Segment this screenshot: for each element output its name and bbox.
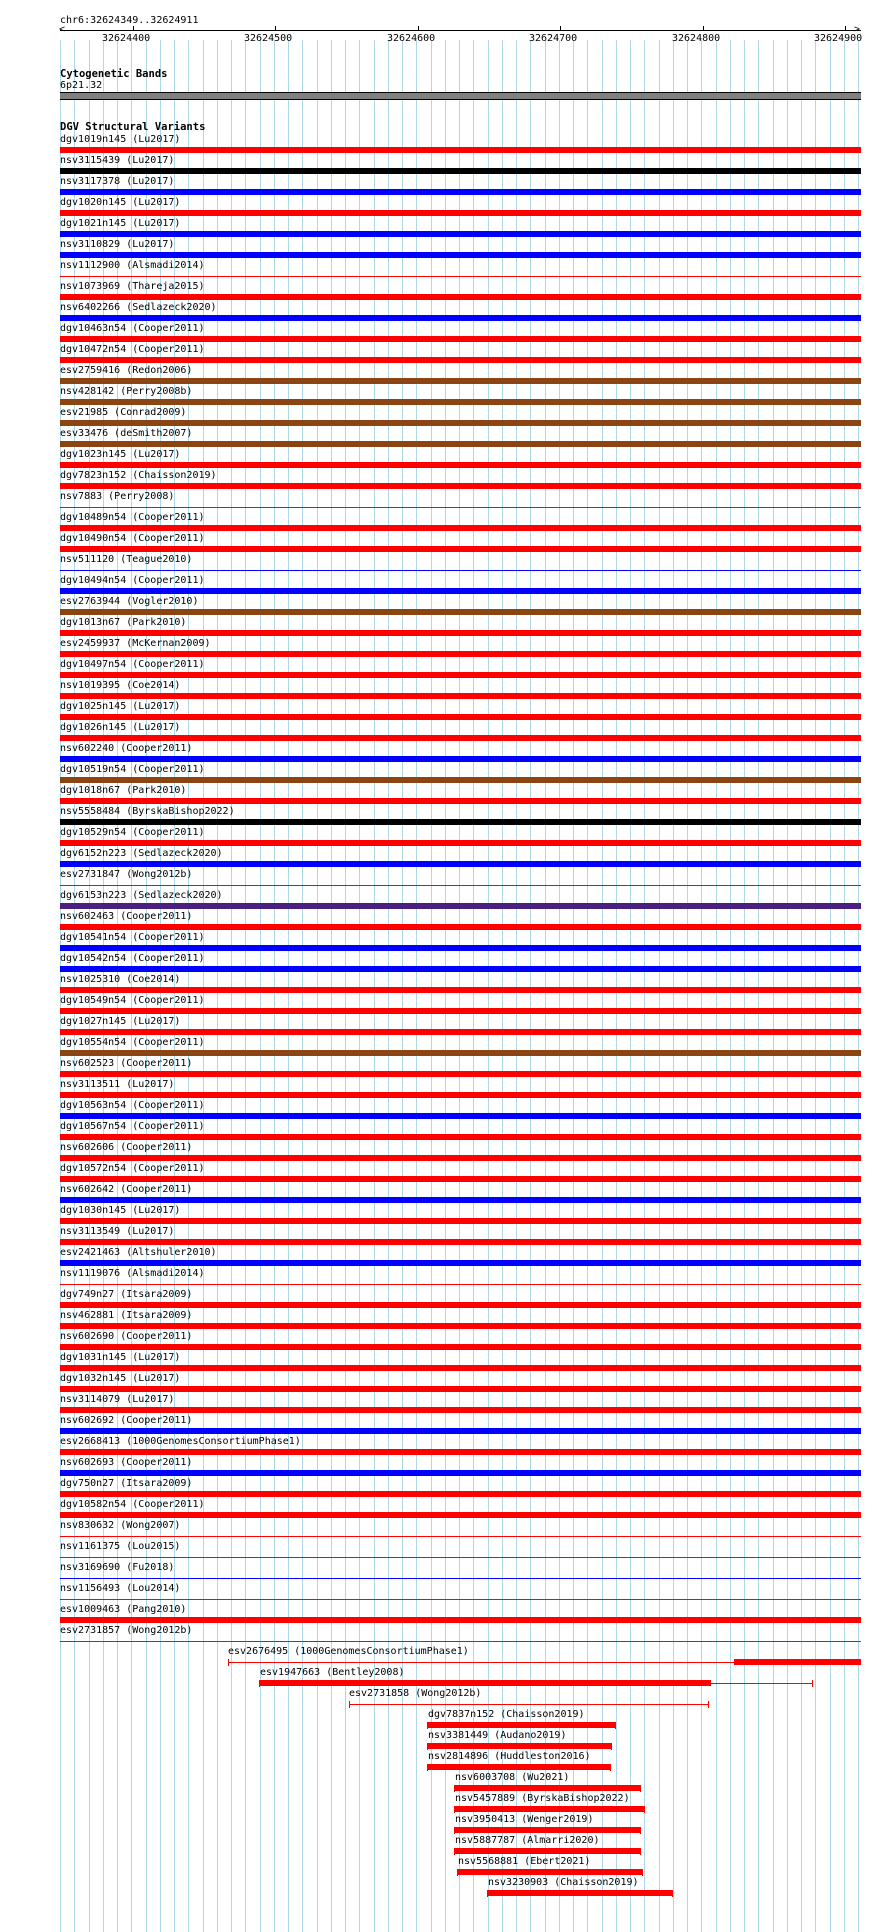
variant-bar[interactable] bbox=[60, 546, 861, 552]
variant-bar[interactable] bbox=[60, 1578, 861, 1579]
variant-bar[interactable] bbox=[428, 1764, 610, 1770]
ruler-right-arrow: > bbox=[854, 24, 861, 35]
variant-label[interactable]: esv1947663 (Bentley2008) bbox=[260, 1667, 405, 1678]
variant-label[interactable]: dgv1027n145 (Lu2017) bbox=[60, 1016, 181, 1027]
ruler-tick-label: 32624700 bbox=[529, 33, 578, 44]
variant-label[interactable]: nsv511120 (Teague2010) bbox=[60, 554, 193, 565]
variant-label[interactable]: nsv3113511 (Lu2017) bbox=[60, 1079, 175, 1090]
ruler-tick-label: 32624500 bbox=[244, 33, 293, 44]
variant-label[interactable]: nsv1025310 (Coe2014) bbox=[60, 974, 181, 985]
variant-bar[interactable] bbox=[60, 987, 861, 993]
variant-bar[interactable] bbox=[60, 609, 861, 615]
variant-label[interactable]: dgv1019n145 (Lu2017) bbox=[60, 134, 181, 145]
variant-bar[interactable] bbox=[60, 903, 861, 909]
variant-label[interactable]: esv2459937 (McKernan2009) bbox=[60, 638, 211, 649]
variant-bar[interactable] bbox=[60, 714, 861, 720]
variant-bar[interactable] bbox=[60, 357, 861, 363]
variant-label[interactable]: dgv10519n54 (Cooper2011) bbox=[60, 764, 205, 775]
variant-bar[interactable] bbox=[734, 1659, 861, 1665]
variant-label[interactable]: dgv1026n145 (Lu2017) bbox=[60, 722, 181, 733]
variant-label[interactable]: nsv602240 (Cooper2011) bbox=[60, 743, 193, 754]
variant-label[interactable]: esv2763944 (Vogler2010) bbox=[60, 596, 199, 607]
ruler-tick bbox=[703, 26, 704, 31]
variant-bar[interactable] bbox=[60, 1641, 861, 1642]
variant-bar[interactable] bbox=[60, 798, 861, 804]
variant-label[interactable]: nsv5558484 (ByrskaBishop2022) bbox=[60, 806, 235, 817]
variant-bar[interactable] bbox=[60, 861, 861, 867]
variant-label[interactable]: esv2731858 (Wong2012b) bbox=[349, 1688, 482, 1699]
variant-label[interactable]: esv2731847 (Wong2012b) bbox=[60, 869, 193, 880]
variant-end-cap bbox=[812, 1680, 813, 1687]
variant-label[interactable]: nsv602523 (Cooper2011) bbox=[60, 1058, 193, 1069]
ruler-axis bbox=[60, 30, 861, 31]
variant-label[interactable]: esv1009463 (Pang2010) bbox=[60, 1604, 187, 1615]
variant-bar[interactable] bbox=[60, 1218, 861, 1224]
variant-label[interactable]: esv21985 (Conrad2009) bbox=[60, 407, 187, 418]
variant-bar[interactable] bbox=[60, 1050, 861, 1056]
variant-label[interactable]: nsv1161375 (Lou2015) bbox=[60, 1541, 181, 1552]
dgv-track-title: DGV Structural Variants bbox=[60, 121, 206, 133]
variant-label[interactable]: dgv10542n54 (Cooper2011) bbox=[60, 953, 205, 964]
variant-label[interactable]: dgv10541n54 (Cooper2011) bbox=[60, 932, 205, 943]
variant-label[interactable]: nsv3115439 (Lu2017) bbox=[60, 155, 175, 166]
variant-bar[interactable] bbox=[455, 1785, 640, 1791]
cytoband-label: 6p21.32 bbox=[60, 80, 103, 91]
variant-label[interactable]: dgv10549n54 (Cooper2011) bbox=[60, 995, 205, 1006]
variant-bar[interactable] bbox=[260, 1680, 712, 1686]
variant-label[interactable]: esv2731857 (Wong2012b) bbox=[60, 1625, 193, 1636]
variant-label[interactable]: nsv602692 (Cooper2011) bbox=[60, 1415, 193, 1426]
variant-bar[interactable] bbox=[60, 378, 861, 384]
variant-bar[interactable] bbox=[60, 630, 861, 636]
variant-bar[interactable] bbox=[60, 1344, 861, 1350]
variant-bar[interactable] bbox=[60, 588, 861, 594]
variant-bar[interactable] bbox=[60, 276, 861, 277]
variant-bar[interactable] bbox=[60, 1284, 861, 1285]
variant-bar[interactable] bbox=[455, 1827, 640, 1833]
variant-bar[interactable] bbox=[60, 336, 861, 342]
variant-label[interactable]: dgv6152n223 (Sedlazeck2020) bbox=[60, 848, 223, 859]
variant-label[interactable]: nsv1073969 (Thareja2015) bbox=[60, 281, 205, 292]
cytoband-bar[interactable] bbox=[60, 92, 861, 100]
variant-bar[interactable] bbox=[60, 1470, 861, 1476]
variant-bar[interactable] bbox=[60, 1197, 861, 1203]
variant-bar[interactable] bbox=[428, 1722, 616, 1728]
variant-label[interactable]: esv2676495 (1000GenomesConsortiumPhase1) bbox=[228, 1646, 469, 1657]
variant-label[interactable]: dgv10494n54 (Cooper2011) bbox=[60, 575, 205, 586]
variant-label[interactable]: nsv6402266 (Sedlazeck2020) bbox=[60, 302, 217, 313]
variant-label[interactable]: nsv1019395 (Coe2014) bbox=[60, 680, 181, 691]
variant-bar[interactable] bbox=[60, 1260, 861, 1266]
variant-bar[interactable] bbox=[60, 735, 861, 741]
variant-bar[interactable] bbox=[60, 693, 861, 699]
variant-label[interactable]: dgv10563n54 (Cooper2011) bbox=[60, 1100, 205, 1111]
variant-label[interactable]: nsv1119076 (Alsmadi2014) bbox=[60, 1268, 205, 1279]
variant-label[interactable]: dgv6153n223 (Sedlazeck2020) bbox=[60, 890, 223, 901]
variant-bar[interactable] bbox=[60, 885, 861, 886]
variant-bar[interactable] bbox=[488, 1890, 673, 1896]
variant-label[interactable]: nsv428142 (Perry2008b) bbox=[60, 386, 193, 397]
variant-bar[interactable] bbox=[60, 1071, 861, 1077]
variant-bar[interactable] bbox=[60, 924, 861, 930]
variant-label[interactable]: nsv5457889 (ByrskaBishop2022) bbox=[455, 1793, 630, 1804]
variant-label[interactable]: dgv10489n54 (Cooper2011) bbox=[60, 512, 205, 523]
variant-bar[interactable] bbox=[428, 1743, 612, 1749]
ruler-tick-label: 32624400 bbox=[102, 33, 151, 44]
variant-bar[interactable] bbox=[60, 315, 861, 321]
variant-bar[interactable] bbox=[60, 570, 861, 571]
variant-bar[interactable] bbox=[60, 483, 861, 489]
ruler-tick-label: 32624900 bbox=[814, 33, 863, 44]
ruler-tick-label: 32624800 bbox=[672, 33, 721, 44]
variant-bar[interactable] bbox=[60, 168, 861, 174]
variant-label[interactable]: dgv10567n54 (Cooper2011) bbox=[60, 1121, 205, 1132]
variant-label[interactable]: dgv10463n54 (Cooper2011) bbox=[60, 323, 205, 334]
variant-label[interactable]: dgv10529n54 (Cooper2011) bbox=[60, 827, 205, 838]
variant-line[interactable] bbox=[349, 1704, 708, 1705]
variant-bar[interactable] bbox=[60, 1449, 861, 1455]
variant-label[interactable]: dgv1018n67 (Park2010) bbox=[60, 785, 187, 796]
cytoband-title: Cytogenetic Bands bbox=[60, 68, 168, 80]
variant-bar[interactable] bbox=[60, 840, 861, 846]
variant-bar[interactable] bbox=[60, 231, 861, 237]
variant-label[interactable]: nsv3114079 (Lu2017) bbox=[60, 1394, 175, 1405]
variant-bar[interactable] bbox=[455, 1806, 645, 1812]
variant-bar[interactable] bbox=[60, 1599, 861, 1600]
variant-bar[interactable] bbox=[455, 1848, 640, 1854]
variant-label[interactable]: nsv3113549 (Lu2017) bbox=[60, 1226, 175, 1237]
variant-label[interactable]: nsv3381449 (Audano2019) bbox=[428, 1730, 567, 1741]
variant-label[interactable]: dgv10554n54 (Cooper2011) bbox=[60, 1037, 205, 1048]
variant-label[interactable]: nsv3950413 (Wenger2019) bbox=[455, 1814, 594, 1825]
variant-label[interactable]: nsv5887787 (Almarri2020) bbox=[455, 1835, 600, 1846]
variant-bar[interactable] bbox=[60, 1323, 861, 1329]
variant-end-cap bbox=[708, 1701, 709, 1708]
variant-label[interactable]: nsv602606 (Cooper2011) bbox=[60, 1142, 193, 1153]
ruler-tick bbox=[418, 26, 419, 31]
variant-bar[interactable] bbox=[60, 1134, 861, 1140]
variant-bar[interactable] bbox=[60, 1386, 861, 1392]
variant-bar[interactable] bbox=[60, 1008, 861, 1014]
variant-bar[interactable] bbox=[60, 252, 861, 258]
variant-bar[interactable] bbox=[60, 945, 861, 951]
variant-label[interactable]: dgv1021n145 (Lu2017) bbox=[60, 218, 181, 229]
variant-bar[interactable] bbox=[60, 294, 861, 300]
variant-label[interactable]: dgv10472n54 (Cooper2011) bbox=[60, 344, 205, 355]
variant-label[interactable]: nsv6003708 (Wu2021) bbox=[455, 1772, 570, 1783]
variant-label[interactable]: dgv1032n145 (Lu2017) bbox=[60, 1373, 181, 1384]
variant-label[interactable]: nsv1112900 (Alsmadi2014) bbox=[60, 260, 205, 271]
ruler-tick bbox=[133, 26, 134, 31]
variant-bar[interactable] bbox=[60, 210, 861, 216]
variant-bar[interactable] bbox=[60, 420, 861, 426]
ruler-tick bbox=[275, 26, 276, 31]
ruler-tick bbox=[560, 26, 561, 31]
variant-bar[interactable] bbox=[60, 966, 861, 972]
variant-bar[interactable] bbox=[60, 1092, 861, 1098]
variant-bar[interactable] bbox=[458, 1869, 643, 1875]
variant-label[interactable]: nsv2814896 (Huddleston2016) bbox=[428, 1751, 591, 1762]
variant-label[interactable]: nsv602463 (Cooper2011) bbox=[60, 911, 193, 922]
variant-label[interactable]: esv33476 (deSmith2007) bbox=[60, 428, 193, 439]
variant-label[interactable]: nsv1156493 (Lou2014) bbox=[60, 1583, 181, 1594]
ruler-left-arrow: < bbox=[59, 24, 66, 35]
variant-label[interactable]: dgv1030n145 (Lu2017) bbox=[60, 1205, 181, 1216]
variant-bar[interactable] bbox=[60, 819, 861, 825]
variant-label[interactable]: dgv1023n145 (Lu2017) bbox=[60, 449, 181, 460]
variant-bar[interactable] bbox=[60, 1512, 861, 1518]
variant-label[interactable]: dgv10582n54 (Cooper2011) bbox=[60, 1499, 205, 1510]
variant-label[interactable]: nsv462881 (Itsara2009) bbox=[60, 1310, 193, 1321]
variant-label[interactable]: dgv1013n67 (Park2010) bbox=[60, 617, 187, 628]
variant-label[interactable]: nsv602693 (Cooper2011) bbox=[60, 1457, 193, 1468]
ruler-tick-label: 32624600 bbox=[387, 33, 436, 44]
variant-label[interactable]: nsv602642 (Cooper2011) bbox=[60, 1184, 193, 1195]
variant-bar[interactable] bbox=[60, 462, 861, 468]
variant-bar[interactable] bbox=[60, 525, 861, 531]
variant-bar[interactable] bbox=[60, 1428, 861, 1434]
variant-label[interactable]: dgv10572n54 (Cooper2011) bbox=[60, 1163, 205, 1174]
variant-bar[interactable] bbox=[60, 1302, 861, 1308]
variant-label[interactable]: nsv3169690 (Fu2018) bbox=[60, 1562, 175, 1573]
variant-label[interactable]: esv2421463 (Altshuler2010) bbox=[60, 1247, 217, 1258]
variant-label[interactable]: dgv10497n54 (Cooper2011) bbox=[60, 659, 205, 670]
variant-bar[interactable] bbox=[60, 1536, 861, 1537]
variant-bar[interactable] bbox=[60, 1239, 861, 1245]
variant-label[interactable]: esv2668413 (1000GenomesConsortiumPhase1) bbox=[60, 1436, 301, 1447]
variant-bar[interactable] bbox=[60, 1113, 861, 1119]
variant-bar[interactable] bbox=[60, 189, 861, 195]
variant-label[interactable]: dgv1020n145 (Lu2017) bbox=[60, 197, 181, 208]
variant-label[interactable]: nsv5568881 (Ebert2021) bbox=[458, 1856, 591, 1867]
variant-label[interactable]: nsv3117378 (Lu2017) bbox=[60, 176, 175, 187]
variant-label[interactable]: dgv1025n145 (Lu2017) bbox=[60, 701, 181, 712]
variant-bar[interactable] bbox=[60, 441, 861, 447]
variant-bar[interactable] bbox=[60, 147, 861, 153]
region-label: chr6:32624349..32624911 bbox=[60, 15, 199, 26]
variant-label[interactable]: nsv3230903 (Chaisson2019) bbox=[488, 1877, 639, 1888]
ruler-tick bbox=[845, 26, 846, 31]
variant-bar[interactable] bbox=[60, 777, 861, 783]
variant-bar[interactable] bbox=[60, 1491, 861, 1497]
variant-bar[interactable] bbox=[60, 1029, 861, 1035]
variant-label[interactable]: nsv830632 (Wong2007) bbox=[60, 1520, 181, 1531]
variant-bar[interactable] bbox=[60, 651, 861, 657]
variant-bar[interactable] bbox=[60, 672, 861, 678]
variant-bar[interactable] bbox=[60, 1407, 861, 1413]
variant-bar[interactable] bbox=[60, 399, 861, 405]
variant-label[interactable]: nsv7883 (Perry2008) bbox=[60, 491, 175, 502]
variant-bar[interactable] bbox=[60, 756, 861, 762]
variant-bar[interactable] bbox=[60, 1365, 861, 1371]
variant-label[interactable]: dgv750n27 (Itsara2009) bbox=[60, 1478, 193, 1489]
variant-bar[interactable] bbox=[60, 1155, 861, 1161]
variant-label[interactable]: dgv749n27 (Itsara2009) bbox=[60, 1289, 193, 1300]
variant-bar[interactable] bbox=[60, 507, 861, 508]
variant-label[interactable]: dgv10490n54 (Cooper2011) bbox=[60, 533, 205, 544]
variant-bar[interactable] bbox=[60, 1176, 861, 1182]
variant-label[interactable]: dgv1031n145 (Lu2017) bbox=[60, 1352, 181, 1363]
variant-label[interactable]: nsv602690 (Cooper2011) bbox=[60, 1331, 193, 1342]
variant-end-cap bbox=[349, 1701, 350, 1708]
variant-label[interactable]: dgv7823n152 (Chaisson2019) bbox=[60, 470, 217, 481]
variant-end-cap bbox=[228, 1659, 229, 1666]
variant-bar[interactable] bbox=[60, 1557, 861, 1558]
variant-label[interactable]: dgv7837n152 (Chaisson2019) bbox=[428, 1709, 585, 1720]
variant-label[interactable]: nsv3110829 (Lu2017) bbox=[60, 239, 175, 250]
variant-bar[interactable] bbox=[60, 1617, 861, 1623]
variant-label[interactable]: esv2759416 (Redon2006) bbox=[60, 365, 193, 376]
